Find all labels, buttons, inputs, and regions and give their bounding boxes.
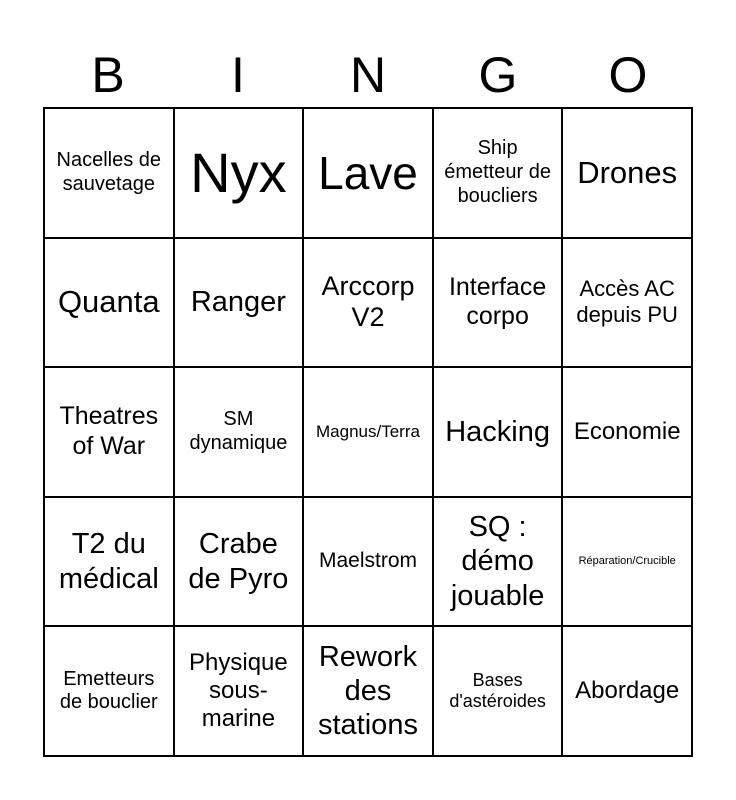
bingo-cell-r1-c1[interactable]: [45, 109, 175, 239]
cell-label: Accès AC depuis PU: [576, 276, 678, 328]
cell-label: Drones: [577, 154, 678, 190]
bingo-cell-r4-c4[interactable]: [434, 498, 564, 628]
cell-label: Maelstrom: [318, 549, 417, 573]
bingo-cell-r2-c4[interactable]: [434, 239, 564, 369]
bingo-cell-r5-c2[interactable]: [175, 627, 305, 757]
bingo-cell-r5-c5[interactable]: [563, 627, 693, 757]
bingo-cell-r3-c4[interactable]: [434, 368, 564, 498]
cell-label: SQ : démo jouable: [450, 511, 545, 612]
bingo-cell-r2-c5[interactable]: [563, 239, 693, 369]
cell-label: Crabe de Pyro: [188, 528, 289, 595]
bingo-header: [43, 40, 693, 110]
bingo-cell-r2-c1[interactable]: [45, 239, 175, 369]
bingo-cell-r1-c5[interactable]: [563, 109, 693, 239]
cell-label: Réparation/Crucible: [578, 555, 676, 568]
bingo-cell-r1-c4[interactable]: [434, 109, 564, 239]
cell-label: Economie: [573, 417, 681, 445]
cell-label: Arccorp V2: [321, 270, 415, 333]
cell-label: Ship émetteur de boucliers: [444, 137, 551, 207]
header-letter-i: I: [231, 47, 245, 103]
bingo-cell-r2-c2[interactable]: [175, 239, 305, 369]
cell-label: T2 du médical: [58, 528, 159, 595]
cell-label: Quanta: [57, 284, 160, 320]
cell-label: Nacelles de sauvetage: [56, 149, 162, 195]
header-letter-n: N: [349, 47, 387, 103]
bingo-cell-r4-c3[interactable]: [304, 498, 434, 628]
cell-label: Nyx: [190, 141, 287, 204]
bingo-cell-r3-c5[interactable]: [563, 368, 693, 498]
bingo-cell-r2-c3[interactable]: [304, 239, 434, 369]
bingo-cell-r5-c1[interactable]: [45, 627, 175, 757]
bingo-grid: [43, 107, 693, 757]
bingo-cell-r3-c2[interactable]: [175, 368, 305, 498]
cell-label: SM dynamique: [189, 408, 288, 454]
bingo-cell-r5-c3[interactable]: [304, 627, 434, 757]
cell-label: Rework des stations: [318, 640, 418, 742]
header-letter-g: G: [478, 47, 518, 103]
cell-label: Hacking: [445, 415, 550, 448]
cell-label: Ranger: [190, 286, 286, 319]
bingo-cell-r3-c3[interactable]: [304, 368, 434, 498]
cell-label: Theatres of War: [59, 402, 159, 460]
bingo-cell-r3-c1[interactable]: [45, 368, 175, 498]
header-letter-o: O: [608, 47, 648, 103]
cell-label: Abordage: [575, 677, 680, 705]
cell-label: Bases d'astéroides: [449, 669, 546, 712]
bingo-cell-r4-c5[interactable]: [563, 498, 693, 628]
bingo-cell-r1-c3[interactable]: [304, 109, 434, 239]
header-letter-b: B: [91, 47, 125, 103]
cell-label: Physique sous-marine: [189, 648, 288, 733]
bingo-cell-r4-c1[interactable]: [45, 498, 175, 628]
cell-label: Interface corpo: [448, 272, 547, 331]
cell-label: Lave: [318, 146, 418, 199]
bingo-cell-r1-c2[interactable]: [175, 109, 305, 239]
bingo-cell-r4-c2[interactable]: [175, 498, 305, 628]
bingo-cell-r5-c4[interactable]: [434, 627, 564, 757]
cell-label: Emetteurs de bouclier: [59, 667, 158, 714]
cell-label: Magnus/Terra: [316, 421, 420, 441]
